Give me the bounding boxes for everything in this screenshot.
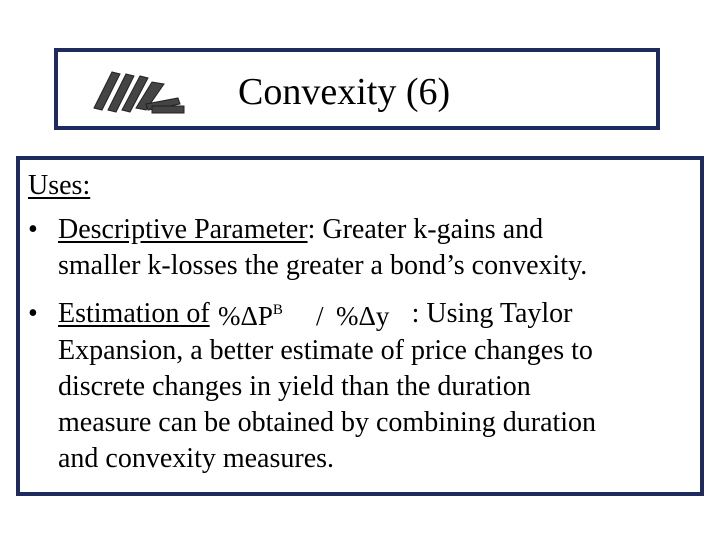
title-box <box>54 48 660 130</box>
bullet-text: : Using Taylor <box>411 298 573 329</box>
bullet-line: smaller k-losses the greater a bond’s convexity. <box>58 250 588 281</box>
bullet-line: discrete changes in yield than the duration <box>58 370 531 402</box>
formula-separator: / <box>315 300 324 331</box>
formula-denominator: %Δy <box>335 300 390 331</box>
bullet-line <box>58 296 688 333</box>
bullet-marker: • <box>28 298 38 329</box>
bullet-term: Estimation of <box>58 298 210 329</box>
price-yield-formula <box>218 299 408 333</box>
bullet-term: Descriptive Parameter <box>58 214 308 245</box>
formula-numerator: $\%\Delta P^B$ <box>217 300 283 331</box>
bullet-body <box>58 296 688 477</box>
content-box <box>16 156 704 496</box>
bullet-marker: • <box>28 214 38 245</box>
bullet-text: : Greater k-gains and <box>307 214 544 245</box>
uses-heading: Uses: <box>28 170 91 201</box>
bullet-line: Expansion, a better estimate of price changes to <box>58 334 593 366</box>
stacked-bars-logo-icon <box>90 68 190 114</box>
bullet-line <box>58 212 688 248</box>
slide-title: Convexity (6) <box>238 71 451 113</box>
bullet-body <box>58 212 688 284</box>
bullet-line: and convexity measures. <box>58 442 335 474</box>
bullet-line: measure can be obtained by combining duration <box>58 406 597 438</box>
